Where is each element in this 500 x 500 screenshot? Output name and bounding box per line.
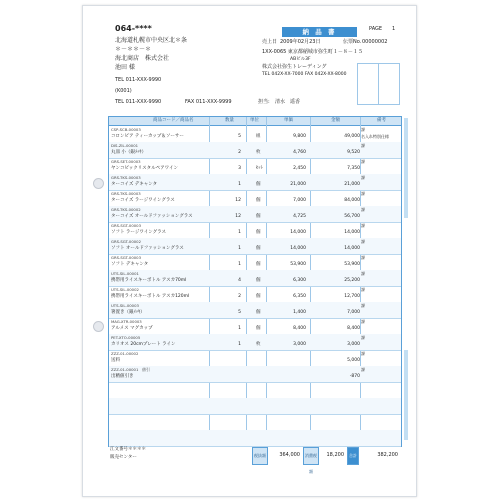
customer-tel: TEL 011-XXX-9990 [115,77,162,83]
item-tax-flag: 課 [361,127,365,132]
table-row [109,142,401,159]
tax-label: 消費税額 [304,448,318,464]
item-name: カリオス 20cmプレート ライン [111,342,176,347]
table-row [109,334,401,351]
item-amount: 49,000 [344,134,360,139]
header-remarks: 備考 [377,117,386,123]
side-scale-marks [404,118,408,218]
table-row [109,430,401,447]
item-tax-flag: 課 [361,319,365,324]
binding-hole-bottom [93,321,104,332]
item-code: UTS-SIL-00002 [111,287,139,292]
item-name: ターコイズ デキャンタ [111,182,158,187]
table-row [109,238,401,255]
item-unit: 個 [256,230,261,235]
item-name: 丸皿 小（銀ﾒｯｷ） [111,150,147,155]
item-name: コロンビア ティーカップ＆ソーサー [111,134,184,139]
item-quantity: 3 [238,166,241,171]
table-row [109,318,401,335]
item-tax-flag: 課 [361,159,365,164]
sales-date-value: 2009年02月23日 [280,39,321,45]
item-name: ソフト デキャンタ [111,262,149,267]
item-code: GRS-TKS-00002 [111,207,141,212]
issuer-building: ABビル3F [290,57,311,62]
total-label: 合計 [348,448,358,464]
item-unit: 個 [256,262,261,267]
footer-sales-center: 販売センター [110,455,137,460]
item-tax-flag: 課 [361,255,365,260]
item-quantity: 5 [238,134,241,139]
item-tax-flag: 課 [361,239,365,244]
item-code: GRS-SGT-00002 [111,239,141,244]
item-quantity: 5 [238,310,241,315]
item-remarks: 名入れ特別仕様 [361,134,389,139]
item-unit-price: 9,800 [293,134,306,139]
item-quantity: 1 [238,182,241,187]
item-amount: 8,400 [347,326,360,331]
item-quantity: 12 [235,198,241,203]
item-amount: 25,200 [344,278,360,283]
item-amount: 3,000 [347,342,360,347]
issuer-address: 1XX-0065 東京都稲城市弥生町１－８－１５ [262,49,363,55]
item-amount: 12,700 [344,294,360,299]
staff-name: 清水 遥香 [275,99,301,105]
item-unit: 個 [256,198,261,203]
customer-company: 海北商店 株式会社 [115,55,170,62]
line-items-table [108,116,402,447]
item-unit-price: 14,000 [290,230,306,235]
item-tax-flag: 課 [361,223,365,228]
item-name: 箸置き（銀ﾒｯｷ） [111,310,145,315]
item-code: GRS-SET-00003 [111,159,141,164]
table-header [109,117,401,126]
page-label: PAGE [369,26,383,32]
item-code: GRS-SGT-00003 [111,223,141,228]
item-code: ZZZ-01-00002 [111,351,139,356]
page-number: 1 [392,26,396,32]
item-tax-flag: 課 [361,335,365,340]
item-name: ヤンコビックリスタルペアワイン [111,166,179,171]
header-unit-price: 単価 [284,117,293,123]
item-unit: 個 [256,214,261,219]
item-name: ターコイズ オールドファッショングラス [111,214,193,219]
item-quantity: 12 [235,214,241,219]
item-amount: 53,900 [344,262,360,267]
sales-date-label: 売上日 [262,39,278,45]
item-unit: 枚 [256,342,261,347]
slip-number-label: 伝票No. [343,39,362,45]
subtotal-value: 364,000 [279,452,300,458]
item-amount: 7,350 [347,166,360,171]
table-row [109,158,401,175]
slip-number-value: 00000002 [362,39,388,45]
customer-address-2: ＊－＊＊－＊ [115,46,152,53]
customer-person: 池田 様 [115,64,135,71]
table-row [109,398,401,415]
item-tax-flag: 課 [361,367,365,372]
item-code: GRS-TKS-00003 [111,175,141,180]
item-tax-flag: 課 [361,303,365,308]
footer-order-number: 江文番号＊＊＊＊ [110,447,146,452]
item-unit-price: 3,000 [293,342,306,347]
item-unit-price: 2,450 [293,166,306,171]
table-row [109,126,401,143]
item-name: ソフト オールドファッショングラス [111,246,184,251]
item-tax-flag: 課 [361,207,365,212]
item-amount: 56,700 [344,214,360,219]
binding-hole-top [93,178,104,189]
item-unit: 個 [256,310,261,315]
table-row [109,254,401,271]
item-quantity: 1 [238,326,241,331]
item-unit: 個 [256,182,261,187]
document-title: 納 品 書 [282,27,357,37]
item-unit-price: 8,400 [293,326,306,331]
seal-stamp-box [357,63,400,105]
item-quantity: 4 [238,278,241,283]
item-name: 送料 [111,358,120,363]
customer-postal-code: 064-**** [115,24,152,33]
item-tax-flag: 課 [361,191,365,196]
item-unit-price: 53,900 [290,262,306,267]
item-unit: ｾｯﾄ [256,166,263,171]
item-unit-price: 1,400 [293,310,306,315]
item-code: PET-XTO-00005 [111,335,141,340]
tax-value: 18,200 [326,452,344,458]
table-row [109,222,401,239]
item-name: アルメス マグカップ [111,326,153,331]
item-tax-flag: 課 [361,271,365,276]
item-unit-price: 6,350 [293,294,306,299]
item-name: ターコイズ ラージワイングラス [111,198,175,203]
issuer-tel-fax: TEL 042X-XX-7000 FAX 042X-XX-8000 [262,72,347,77]
table-row [109,270,401,287]
item-unit: 枚 [256,150,261,155]
item-amount: 9,520 [347,150,360,155]
item-name: 携帯用ライスキーボトル アスカ70ml [111,278,187,283]
staff-label: 担当: [258,99,270,105]
item-name: 携帯用ライスキーボトル アスカ120ml [111,294,190,299]
table-row [109,190,401,207]
item-code: ZZZ-01-00001 値引 [111,367,150,372]
item-unit-price: 4,725 [293,214,306,219]
item-code: DIS-ZIL-00001 [111,143,139,148]
issuer-company: 株式会社弥生トレーディング [262,64,327,70]
item-amount: 14,000 [344,246,360,251]
item-unit-price: 7,000 [293,198,306,203]
item-quantity: 1 [238,246,241,251]
customer-fax: FAX 011-XXX-9999 [185,99,232,105]
table-row [109,206,401,223]
customer-account-code: (K001) [115,88,132,94]
item-unit: 個 [256,278,261,283]
item-amount: 84,000 [344,198,360,203]
side-scale-marks [404,350,408,440]
item-unit: 個 [256,294,261,299]
customer-address: 北海道札幌市中央区北＊条 [115,37,188,44]
item-code: MAG-XTR-00003 [111,319,142,324]
item-quantity: 2 [238,294,241,299]
item-tax-flag: 課 [361,143,365,148]
tax-label-box [303,447,319,474]
item-unit-price: 6,300 [293,278,306,283]
item-unit: 個 [256,326,261,331]
table-row [109,366,401,383]
header-product: 商品コード／商品名 [153,117,194,123]
item-unit: 個 [256,246,261,251]
item-amount: 21,000 [344,182,360,187]
item-amount: 5,000 [347,358,360,363]
item-code: GRS-SGT-00003 [111,255,141,260]
item-code: CSP-SCB-00003 [111,127,141,132]
item-quantity: 1 [238,230,241,235]
item-unit-price: 21,000 [290,182,306,187]
item-name: ソフト ラージワイングラス [111,230,166,235]
item-tax-flag: 課 [361,287,365,292]
item-amount: -870 [349,374,360,379]
item-tax-flag: 課 [361,351,365,356]
header-amount: 金額 [331,117,340,123]
item-code: GRS-TKS-00003 [111,191,141,196]
item-quantity: 1 [238,342,241,347]
item-unit-price: 14,000 [290,246,306,251]
total-value: 382,200 [377,452,398,458]
table-row [109,382,401,399]
item-tax-flag: 課 [361,175,365,180]
table-row [109,174,401,191]
customer-tel-2: TEL 011-XXX-9990 [115,99,162,105]
item-name: 出精値引き [111,374,134,379]
item-code: UTS-SIL-00001 [111,271,139,276]
table-row [109,286,401,303]
item-amount: 14,000 [344,230,360,235]
item-quantity: 2 [238,150,241,155]
subtotal-label: 税抜額 [253,448,267,464]
item-unit-price: 4,760 [293,150,306,155]
item-code: UTS-SIL-00003 [111,303,139,308]
table-row [109,302,401,319]
header-qty: 数量 [225,117,234,123]
table-row [109,350,401,367]
item-amount: 7,000 [347,310,360,315]
item-quantity: 1 [238,262,241,267]
item-unit: 組 [256,134,261,139]
table-row [109,414,401,431]
header-unit: 単位 [250,117,259,123]
